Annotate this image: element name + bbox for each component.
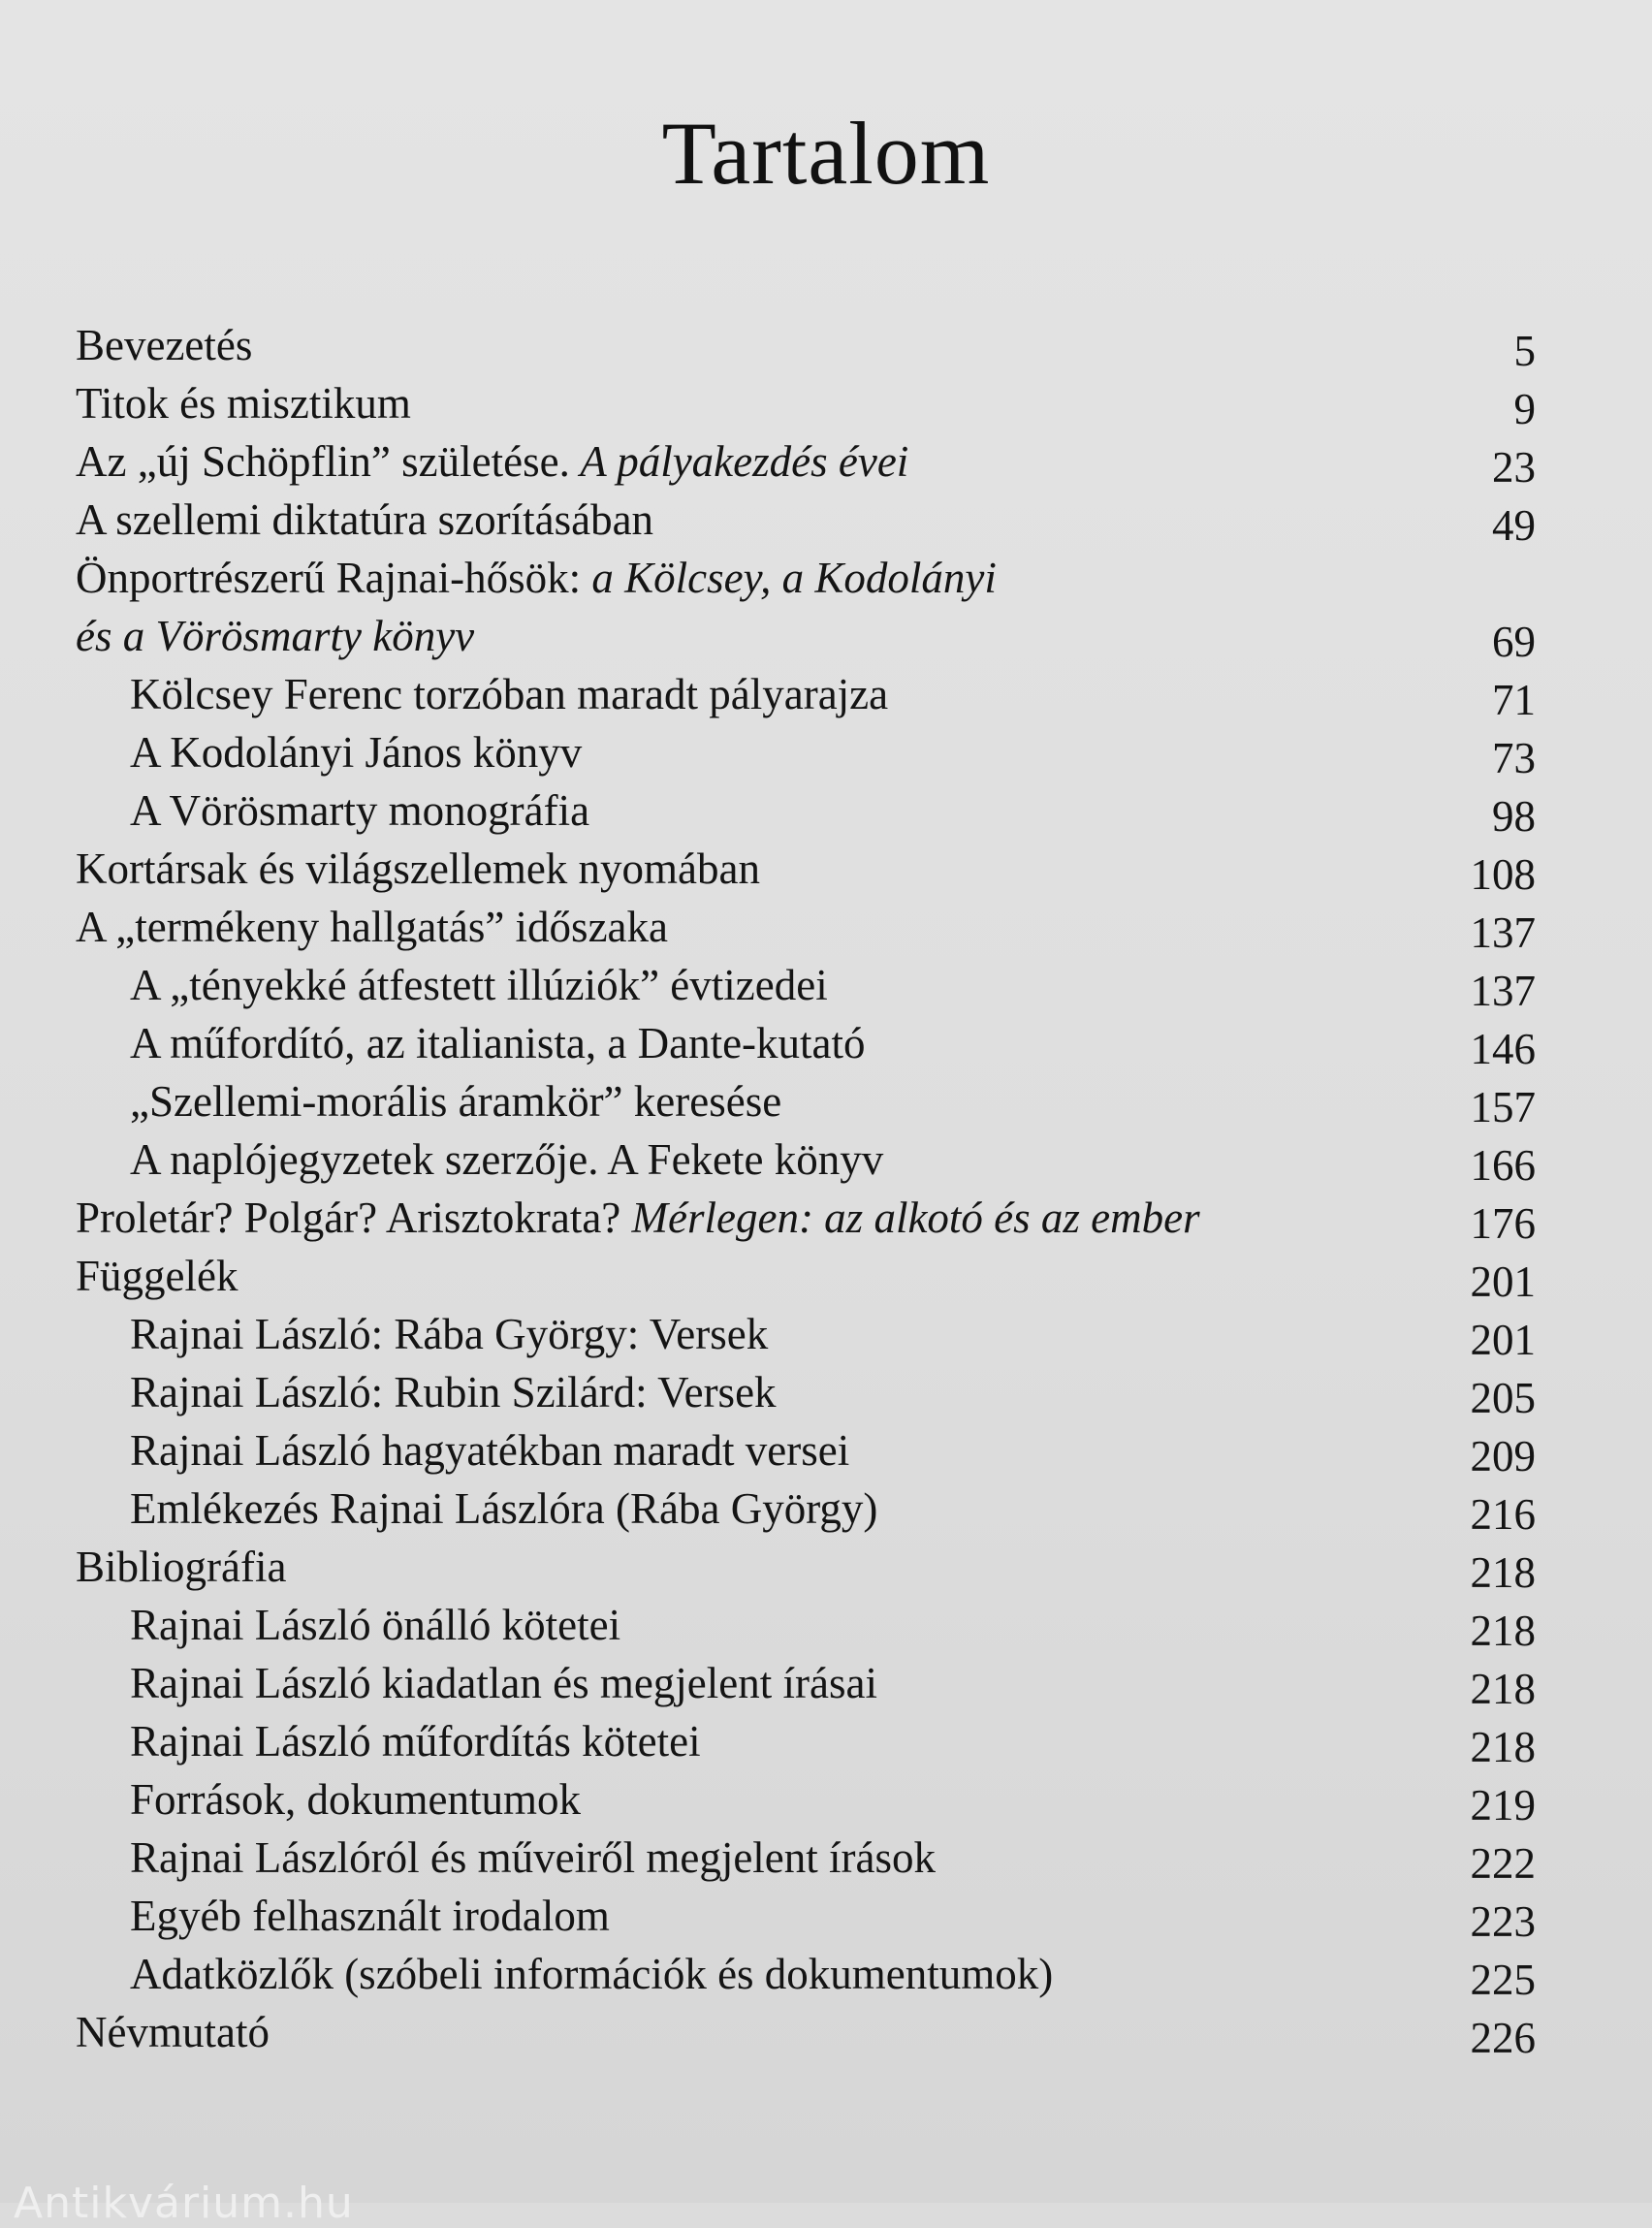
toc-entry [76,956,1536,1014]
toc-entry [76,1363,1536,1421]
toc-entry-title-regular: Emlékezés Rajnai Lászlóra (Rába György) [130,1484,878,1533]
toc-entry [76,491,1536,549]
toc-entry-title-regular: Függelék [76,1252,238,1300]
toc-entry-title-regular: Titok és misztikum [76,379,411,428]
toc-entry [76,1712,1536,1770]
toc-entry-title-regular: A „termékeny hallgatás” időszaka [76,903,668,951]
toc-entry-page-number: 225 [1470,1956,1536,2004]
toc-entry [76,898,1536,956]
toc-entry-title-regular: A „tényekké átfestett illúziók” évtizedei [130,961,828,1009]
toc-entry-title [130,781,589,840]
toc-entry-page-number: 223 [1470,1897,1536,1946]
toc-entry [76,1072,1536,1130]
toc-entry-title [76,1189,1200,1247]
toc-entry-title-regular: Rajnai László műfordítás kötetei [130,1717,701,1766]
toc-entry-page-number: 108 [1470,850,1536,899]
toc-entry-title [76,1538,286,1596]
toc-entry-title-regular: A naplójegyzetek szerzője. A Fekete könyv [130,1135,884,1184]
toc-entry-page-number: 216 [1470,1490,1536,1539]
toc-entry-title-regular: Rajnai László: Rubin Szilárd: Versek [130,1368,777,1416]
toc-entry-title-regular: Adatközlők (szóbeli információk és dokumentumok) [130,1950,1054,1998]
toc-entry-title [76,607,474,665]
toc-entry [76,723,1536,781]
toc-entry-title [130,1305,768,1363]
toc-entry-title-italic: A pályakezdés évei [569,437,909,486]
toc-entry-page-number: 69 [1492,618,1536,666]
toc-entry-page-number: 146 [1470,1025,1536,1073]
toc-entry-page-number: 201 [1470,1316,1536,1364]
toc-entry-title-regular: Proletár? Polgár? Arisztokrata? [76,1194,621,1242]
toc-entry [76,1305,1536,1363]
toc-entry [76,549,1536,607]
toc-entry-page-number: 166 [1470,1141,1536,1190]
toc-entry-page-number: 73 [1492,734,1536,782]
toc-entry-title [76,316,252,374]
toc-entry-page-number: 137 [1470,967,1536,1015]
toc-entry-page-number: 49 [1492,501,1536,550]
toc-entry-title [130,1770,581,1829]
toc-entry-title-regular: „Szellemi-morális áramkör” keresése [130,1077,782,1126]
toc-entry-page-number: 222 [1470,1839,1536,1888]
toc-entry-title-regular: A műfordító, az italianista, a Dante-kutató [130,1019,866,1067]
toc-entry-title-regular: Rajnai Lászlóról és műveiről megjelent írások [130,1833,937,1882]
toc-entry-title-regular: A szellemi diktatúra szorításában [76,495,654,544]
toc-entry [76,1945,1536,2003]
toc-entry-title-italic: Mérlegen: az alkotó és az ember [620,1194,1200,1242]
toc-entry [76,1130,1536,1189]
toc-entry-title-regular: Kölcsey Ferenc torzóban maradt pályarajza [130,670,889,718]
toc-entry [76,840,1536,898]
toc-entry [76,316,1536,374]
toc-entry [76,2003,1536,2061]
toc-entry [76,1596,1536,1654]
toc-entry [76,1887,1536,1945]
toc-entry [76,432,1536,491]
toc-entry-title-regular: Rajnai László kiadatlan és megjelent írásai [130,1659,877,1707]
toc-entry-title [76,374,411,432]
toc-entry-title [130,1363,777,1421]
toc-entry [76,781,1536,840]
toc-entry [76,1014,1536,1072]
toc-entry-title [130,956,828,1014]
toc-entry [76,1189,1536,1247]
toc-entry-title [130,1596,620,1654]
toc-entry-title [76,549,997,607]
toc-entry-title [130,1072,781,1130]
toc-entry-title [130,1887,610,1945]
toc-entry [76,1480,1536,1538]
toc-entry-title-italic: a Kölcsey, a Kodolányi [581,554,997,602]
toc-entry-title-regular: Bibliográfia [76,1543,287,1591]
toc-entry-title-regular: Rajnai László önálló kötetei [130,1601,621,1649]
toc-entry-title-regular: Névmutató [76,2008,270,2056]
toc-entry-title [76,840,760,898]
toc-entry-title [76,2003,270,2061]
toc-entry-title-regular: A Kodolányi János könyv [130,728,583,777]
toc-entry-title [130,1829,936,1887]
toc-entry-page-number: 201 [1470,1257,1536,1306]
toc-entry-page-number: 219 [1470,1781,1536,1830]
toc-entry [76,1421,1536,1480]
toc-entry-page-number: 5 [1513,327,1536,375]
toc-entry [76,1770,1536,1829]
table-of-contents [76,316,1536,2061]
toc-entry-title [76,491,653,549]
toc-entry-title [76,898,668,956]
toc-entry-page-number: 226 [1470,2014,1536,2062]
toc-entry-page-number: 157 [1470,1083,1536,1131]
toc-entry-title [130,1712,701,1770]
toc-entry-page-number: 98 [1492,792,1536,841]
toc-entry-page-number: 209 [1470,1432,1536,1480]
toc-entry-title-regular: Bevezetés [76,321,253,369]
toc-entry-title [130,1945,1053,2003]
toc-entry-title-regular: Források, dokumentumok [130,1775,581,1824]
toc-entry-page-number: 218 [1470,1723,1536,1771]
toc-entry-title [130,723,582,781]
toc-entry [76,1829,1536,1887]
toc-entry-page-number: 71 [1492,676,1536,724]
toc-entry-title [76,1247,238,1305]
toc-entry-page-number: 137 [1470,908,1536,957]
toc-entry-title-regular: A Vörösmarty monográfia [130,786,590,835]
toc-entry-title [130,1480,877,1538]
toc-entry-title-regular: Rajnai László: Rába György: Versek [130,1310,769,1358]
toc-entry-title-italic: és a Vörösmarty könyv [76,612,475,660]
toc-entry [76,665,1536,723]
toc-entry-title [130,1014,866,1072]
toc-entry-title-regular: Kortársak és világszellemek nyomában [76,844,761,893]
toc-entry-title [130,1421,849,1480]
toc-entry-title-regular: Egyéb felhasznált irodalom [130,1892,610,1940]
toc-entry [76,1247,1536,1305]
toc-entry-title-regular: Az „új Schöpflin” születése. [76,437,570,486]
toc-entry [76,374,1536,432]
toc-entry-page-number: 9 [1513,385,1536,433]
toc-entry-title [130,665,888,723]
watermark-text: Antikvárium.hu [14,2179,354,2228]
toc-entry-page-number: 23 [1492,443,1536,492]
toc-entry-page-number: 218 [1470,1607,1536,1655]
toc-entry-title-regular: Rajnai László hagyatékban maradt versei [130,1426,850,1475]
toc-entry [76,607,1536,665]
toc-entry-title [130,1654,877,1712]
toc-entry-title [130,1130,883,1189]
page-title: Tartalom [661,104,991,203]
toc-entry-page-number: 205 [1470,1374,1536,1422]
toc-entry-title-regular: Önportrészerű Rajnai-hősök: [76,554,582,602]
toc-entry [76,1538,1536,1596]
toc-entry-page-number: 218 [1470,1548,1536,1597]
toc-entry [76,1654,1536,1712]
toc-entry-title [76,432,908,491]
toc-entry-page-number: 176 [1470,1199,1536,1248]
toc-entry-page-number: 218 [1470,1665,1536,1713]
